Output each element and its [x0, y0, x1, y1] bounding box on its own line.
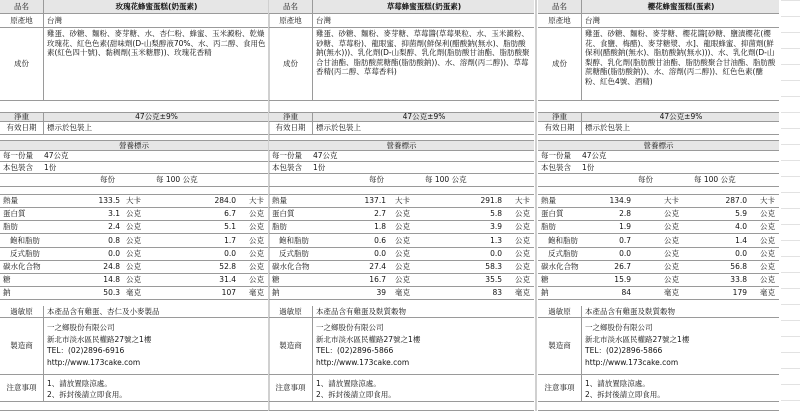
product-name-row-label: 品名: [269, 0, 313, 13]
manufacturer-line: 一之鄉股份有限公司: [316, 323, 384, 332]
expiry-cell[interactable]: 標示於包裝上: [585, 123, 630, 133]
nutrient-unit: 公克: [395, 275, 410, 285]
empty-row[interactable]: [269, 402, 534, 411]
serving-size-label: 每一份量: [3, 151, 33, 161]
nutrient-per-100g[interactable]: 5.1: [224, 222, 236, 232]
origin-row-label: 原產地: [538, 14, 582, 27]
manufacturer-cell[interactable]: [45, 318, 268, 374]
net-weight-cell[interactable]: 47公克±9%: [135, 113, 178, 122]
serving-size-value[interactable]: 47公克: [313, 151, 338, 161]
nutrient-unit: 公克: [515, 275, 530, 285]
product-name-cell[interactable]: 玫瑰花蜂蜜蛋糕(奶蛋素): [115, 1, 198, 11]
nutrient-name: 碳水化合物: [272, 262, 310, 272]
nutrient-unit: 公克: [760, 249, 775, 259]
nutrient-per-serving[interactable]: 2.7: [374, 209, 386, 219]
nutrient-per-serving[interactable]: 133.5: [98, 196, 120, 206]
notes-row-label: 注意事項: [269, 375, 313, 401]
notes-cell[interactable]: [314, 375, 534, 401]
expiry-row[interactable]: [538, 122, 779, 135]
nutrient-row[interactable]: [269, 287, 534, 300]
nutrient-row[interactable]: [0, 261, 268, 274]
allergen-row-label: 過敏原: [0, 306, 44, 317]
manufacturer-row-label: 製造商: [0, 318, 44, 374]
nutrient-row[interactable]: [538, 248, 779, 261]
notes-line: 1、請放置陰涼處。: [47, 379, 112, 388]
ingredients-cell[interactable]: 雞蛋、砂糖、麵粉、麥芽糖、櫻花醬[砂糖、鹽漬櫻花(櫻花、食鹽、梅醋)、麥芽糖漿、水]、龍眼蜂蜜、抑菌劑(鮮保利(醋酸鈉(無水)、脂肪酸鈉(無水)))、水、乳化劑(D-山梨醇、乳化劑(脂肪酸甘油酯、脂肪酸聚合甘油酯、脂肪酸蔗糖酯(脂肪酸鈉))、水、溶劑(丙二醇))、紅色色素(醣粉、紅色4號、酒精): [585, 29, 776, 86]
empty-row[interactable]: [0, 101, 268, 113]
nutrient-row[interactable]: [269, 208, 534, 221]
nutrient-name: 碳水化合物: [541, 262, 579, 272]
nutrient-per-100g[interactable]: 5.9: [735, 209, 747, 219]
nutrition-title-row[interactable]: [269, 141, 534, 151]
nutrient-unit: 公克: [126, 262, 141, 272]
servings-value[interactable]: 1份: [582, 162, 595, 172]
nutrient-unit: 公克: [515, 222, 530, 232]
manufacturer-line: 一之鄉股份有限公司: [585, 323, 653, 332]
nutrient-unit: 公克: [126, 222, 141, 232]
per-serving-header: 每份: [638, 175, 653, 185]
nutrient-unit: 公克: [395, 236, 410, 246]
nutrition-title-row[interactable]: [538, 141, 779, 151]
nutrient-unit: 毫克: [395, 288, 410, 298]
nutrient-per-100g[interactable]: 1.7: [224, 236, 236, 246]
nutrient-unit: 公克: [664, 236, 679, 246]
ingredients-cell[interactable]: 雞蛋、砂糖、麵粉、麥芽糖、水、杏仁粉、蜂蜜、玉米澱粉、乾燥玫瑰花、紅色色素(甜味劑(D-山梨醇液70%、水、丙二醇、食用色素(紅色四十號)、黏稠劑(玉米糖膠))、玫瑰花香精: [47, 29, 266, 58]
nutrient-name: 鈉: [3, 288, 11, 298]
nutrient-name: 糖: [3, 275, 11, 285]
nutrient-per-100g[interactable]: 0.0: [735, 249, 747, 259]
nutrient-unit: 公克: [760, 275, 775, 285]
expiry-row-label: 有效日期: [269, 122, 313, 134]
empty-grid-area: [781, 0, 800, 411]
manufacturer-line: 新北市淡水區民權路27號之1樓: [585, 334, 690, 344]
nutrient-per-100g[interactable]: 179: [732, 288, 747, 298]
nutrient-name: 蛋白質: [272, 209, 295, 219]
nutrient-unit: 大卡: [664, 196, 679, 206]
nutrition-title[interactable]: 營養標示: [119, 141, 149, 150]
allergen-row-label: 過敏原: [269, 306, 313, 317]
nutrient-per-100g[interactable]: 287.0: [725, 196, 747, 206]
product-column: [269, 0, 534, 411]
serving-size-value[interactable]: 47公克: [582, 151, 607, 161]
nutrient-per-100g[interactable]: 0.0: [490, 249, 502, 259]
nutrient-name: 熱量: [272, 196, 287, 206]
manufacturer-line: http://www.173cake.com: [585, 357, 679, 367]
nutrient-unit: 大卡: [395, 196, 410, 206]
nutrient-per-serving[interactable]: 2.4: [108, 222, 120, 232]
nutrient-per-100g[interactable]: 107: [221, 288, 236, 298]
nutrient-row[interactable]: [0, 221, 268, 234]
nutrient-row[interactable]: [538, 221, 779, 234]
serving-size-row[interactable]: [538, 151, 779, 162]
nutrient-unit: 公克: [395, 249, 410, 259]
notes-row[interactable]: [269, 375, 534, 402]
nutrient-per-100g[interactable]: 5.8: [490, 209, 502, 219]
nutrition-title[interactable]: 營養標示: [643, 141, 674, 150]
nutrient-per-serving[interactable]: 0.7: [619, 236, 631, 246]
nutrient-name: 脂肪: [541, 222, 556, 232]
nutrient-name: 飽和脂肪: [548, 236, 578, 246]
manufacturer-cell[interactable]: [314, 318, 534, 374]
empty-row[interactable]: [0, 402, 268, 411]
nutrient-name: 糖: [272, 275, 280, 285]
serving-size-label: 每一份量: [272, 151, 302, 161]
nutrient-name: 碳水化合物: [3, 262, 41, 272]
nutrient-unit: 公克: [249, 236, 264, 246]
net-weight-cell[interactable]: 47公克±9%: [659, 113, 703, 122]
nutrient-unit: 公克: [760, 222, 775, 232]
manufacturer-cell[interactable]: [583, 318, 779, 374]
nutrient-name: 鈉: [272, 288, 280, 298]
nutrient-per-serving[interactable]: 26.7: [614, 262, 631, 272]
per-serving-header: 每份: [369, 175, 384, 185]
servings-label: 本包裝含: [3, 162, 33, 172]
product-name-cell[interactable]: 草莓蜂蜜蛋糕(奶蛋素): [386, 1, 462, 11]
nutrient-per-100g[interactable]: 3.9: [490, 222, 502, 232]
nutrient-row[interactable]: [538, 274, 779, 287]
nutrient-per-serving[interactable]: 137.1: [364, 196, 386, 206]
nutrient-name: 飽和脂肪: [10, 236, 40, 246]
nutrient-unit: 公克: [515, 262, 530, 272]
allergen-cell[interactable]: 本產品含有雞蛋及麩質穀物: [585, 306, 675, 316]
nutrient-per-100g[interactable]: 6.7: [224, 209, 236, 219]
notes-row[interactable]: [0, 375, 268, 402]
servings-row[interactable]: [0, 162, 268, 174]
origin-cell[interactable]: 台灣: [316, 15, 331, 25]
nutrient-name: 熱量: [3, 196, 18, 206]
net-weight-row[interactable]: [0, 113, 268, 122]
expiry-cell[interactable]: 標示於包裝上: [316, 123, 361, 133]
allergen-row[interactable]: [0, 306, 268, 318]
nutrient-unit: 公克: [249, 262, 264, 272]
nutrient-per-100g[interactable]: 83: [492, 288, 502, 298]
serving-size-label: 每一份量: [541, 151, 571, 161]
nutrient-per-serving[interactable]: 39: [376, 288, 386, 298]
nutrient-unit: 公克: [664, 222, 679, 232]
nutrient-per-serving[interactable]: 0.8: [108, 236, 120, 246]
nutrient-unit: 公克: [126, 236, 141, 246]
origin-row[interactable]: [0, 14, 268, 28]
nutrient-name: 鈉: [541, 288, 549, 298]
nutrient-per-100g[interactable]: 31.4: [219, 275, 236, 285]
nutrient-header-row[interactable]: [538, 174, 779, 187]
nutrient-unit: 毫克: [249, 288, 264, 298]
product-name-row-label: 品名: [538, 0, 582, 13]
nutrient-unit: 大卡: [515, 196, 530, 206]
origin-cell[interactable]: 台灣: [585, 15, 600, 25]
nutrient-per-serving[interactable]: 0.0: [108, 249, 120, 259]
nutrient-header-row[interactable]: [269, 174, 534, 187]
ingredients-cell[interactable]: 雞蛋、砂糖、麵粉、麥芽糖、草莓醬(草莓果粒、水、玉米澱粉、砂糖、草莓粉)、龍眼蜜、抑菌劑(鮮保利(醋酸鈉(無水)、脂肪酸鈉(無水)))、乳化劑(D-山梨醇、乳化劑(脂肪酸甘油酯、脂肪酸聚合甘油酯、脂肪酸蔗糖酯(脂肪酸鈉))、水、溶劑(丙二醇))、草莓香精(丙二醇、草莓香料): [316, 29, 530, 77]
notes-line: 1、請放置陰涼處。: [316, 379, 381, 388]
servings-label: 本包裝含: [272, 162, 302, 172]
nutrient-unit: 公克: [515, 249, 530, 259]
nutrient-row[interactable]: [538, 235, 779, 248]
nutrient-unit: 公克: [126, 209, 141, 219]
nutrient-row[interactable]: [269, 235, 534, 248]
product-name-cell[interactable]: 櫻花蜂蜜蛋糕(蛋素): [647, 1, 715, 11]
nutrient-per-serving[interactable]: 1.8: [374, 222, 386, 232]
nutrient-per-serving[interactable]: 27.4: [369, 262, 386, 272]
nutrient-per-100g[interactable]: 58.3: [485, 262, 502, 272]
nutrient-unit: 公克: [249, 222, 264, 232]
servings-row[interactable]: [538, 162, 779, 174]
nutrient-unit: 公克: [515, 209, 530, 219]
notes-line: 1、請放置陰涼處。: [585, 379, 650, 388]
nutrient-unit: 大卡: [126, 196, 141, 206]
serving-size-value[interactable]: 47公克: [44, 151, 69, 161]
ingredients-row-label: 成份: [538, 28, 582, 100]
nutrient-row[interactable]: [269, 274, 534, 287]
nutrient-name: 反式脂肪: [279, 249, 309, 259]
expiry-row-label: 有效日期: [0, 122, 44, 134]
nutrient-unit: 公克: [249, 249, 264, 259]
origin-row[interactable]: [538, 14, 779, 28]
nutrient-per-serving[interactable]: 3.1: [108, 209, 120, 219]
nutrient-name: 蛋白質: [541, 209, 564, 219]
empty-row[interactable]: [538, 101, 779, 113]
notes-cell[interactable]: [583, 375, 779, 401]
nutrient-unit: 公克: [664, 209, 679, 219]
expiry-row[interactable]: [269, 122, 534, 135]
nutrient-unit: 公克: [395, 209, 410, 219]
manufacturer-row-label: 製造商: [538, 318, 582, 374]
nutrient-unit: 公克: [395, 222, 410, 232]
allergen-row[interactable]: [269, 306, 534, 318]
per-100g-header: 每 100 公克: [694, 175, 736, 185]
nutrient-per-100g[interactable]: 35.5: [485, 275, 502, 285]
nutrient-unit: 公克: [395, 262, 410, 272]
manufacturer-line: http://www.173cake.com: [316, 357, 410, 367]
nutrient-unit: 毫克: [760, 288, 775, 298]
servings-value[interactable]: 1份: [313, 162, 326, 172]
net-weight-row-label: 淨重: [269, 113, 313, 121]
notes-line: 2、拆封後請立即食用。: [47, 390, 127, 399]
nutrition-title[interactable]: 營養標示: [386, 141, 417, 150]
nutrient-per-serving[interactable]: 84: [621, 288, 631, 298]
notes-line: 2、拆封後請立即食用。: [585, 390, 665, 399]
nutrient-per-serving[interactable]: 50.3: [103, 288, 120, 298]
manufacturer-line: TEL：(02)2896-5866: [316, 346, 394, 355]
manufacturer-line: TEL：(02)2896-5866: [585, 346, 663, 355]
nutrient-per-100g[interactable]: 0.0: [224, 249, 236, 259]
nutrient-unit: 公克: [126, 275, 141, 285]
nutrient-unit: 毫克: [126, 288, 141, 298]
product-name-row[interactable]: [269, 0, 534, 14]
allergen-row-label: 過敏原: [538, 306, 582, 317]
net-weight-row-label: 淨重: [538, 113, 582, 121]
empty-row[interactable]: [0, 187, 268, 195]
net-weight-row-label: 淨重: [0, 113, 44, 121]
per-100g-header: 每 100 公克: [425, 175, 467, 185]
per-100g-header: 每 100 公克: [156, 175, 198, 185]
manufacturer-line: 新北市淡水區民權路27號之1樓: [47, 334, 152, 344]
ingredients-row[interactable]: [0, 28, 268, 101]
servings-value[interactable]: 1份: [44, 162, 57, 172]
nutrient-row[interactable]: [269, 261, 534, 274]
nutrient-name: 脂肪: [272, 222, 287, 232]
nutrient-name: 反式脂肪: [548, 249, 578, 259]
nutrient-unit: 公克: [515, 236, 530, 246]
manufacturer-line: http://www.173cake.com: [47, 357, 141, 367]
manufacturer-row-label: 製造商: [269, 318, 313, 374]
nutrient-unit: 公克: [126, 249, 141, 259]
nutrient-per-serving[interactable]: 1.9: [619, 222, 631, 232]
nutrient-row[interactable]: [0, 274, 268, 287]
per-serving-header: 每份: [100, 175, 115, 185]
nutrient-row[interactable]: [269, 248, 534, 261]
origin-row[interactable]: [269, 14, 534, 28]
empty-row[interactable]: [269, 187, 534, 195]
nutrient-unit: 大卡: [249, 196, 264, 206]
nutrient-name: 脂肪: [3, 222, 18, 232]
nutrient-row[interactable]: [538, 261, 779, 274]
nutrient-unit: 毫克: [515, 288, 530, 298]
nutrient-per-100g[interactable]: 284.0: [214, 196, 236, 206]
nutrient-unit: 公克: [760, 209, 775, 219]
empty-row[interactable]: [538, 402, 779, 411]
nutrient-per-100g[interactable]: 56.8: [730, 262, 747, 272]
nutrient-per-serving[interactable]: 24.8: [103, 262, 120, 272]
nutrition-title-row[interactable]: [0, 141, 268, 151]
manufacturer-line: TEL：(02)2896-6916: [47, 346, 125, 355]
serving-size-row[interactable]: [0, 151, 268, 162]
nutrient-unit: 公克: [664, 275, 679, 285]
nutrient-per-100g[interactable]: 291.8: [480, 196, 502, 206]
origin-row-label: 原產地: [269, 14, 313, 27]
nutrient-row[interactable]: [0, 248, 268, 261]
nutrient-name: 飽和脂肪: [279, 236, 309, 246]
manufacturer-row[interactable]: [269, 318, 534, 375]
nutrient-name: 熱量: [541, 196, 556, 206]
notes-row[interactable]: [538, 375, 779, 402]
servings-row[interactable]: [269, 162, 534, 174]
nutrient-unit: 大卡: [760, 196, 775, 206]
nutrient-unit: 公克: [664, 262, 679, 272]
manufacturer-line: 一之鄉股份有限公司: [47, 323, 115, 332]
manufacturer-row[interactable]: [0, 318, 268, 375]
expiry-row-label: 有效日期: [538, 122, 582, 134]
nutrient-unit: 公克: [664, 249, 679, 259]
allergen-row[interactable]: [538, 306, 779, 318]
ingredients-row[interactable]: [538, 28, 779, 101]
serving-size-row[interactable]: [269, 151, 534, 162]
nutrient-per-serving[interactable]: 0.6: [374, 236, 386, 246]
nutrient-per-100g[interactable]: 52.8: [219, 262, 236, 272]
nutrient-per-serving[interactable]: 0.0: [619, 249, 631, 259]
ingredients-row-label: 成份: [269, 28, 313, 100]
notes-line: 2、拆封後請立即食用。: [316, 390, 396, 399]
expiry-cell[interactable]: 標示於包裝上: [47, 123, 92, 133]
nutrient-per-100g[interactable]: 33.8: [730, 275, 747, 285]
nutrient-name: 糖: [541, 275, 549, 285]
net-weight-cell[interactable]: 47公克±9%: [402, 113, 446, 122]
empty-row[interactable]: [269, 101, 534, 113]
notes-cell[interactable]: [45, 375, 268, 401]
nutrient-row[interactable]: [0, 195, 268, 208]
column-separator: [535, 0, 537, 411]
nutrient-unit: 公克: [249, 209, 264, 219]
empty-row[interactable]: [538, 187, 779, 195]
nutrient-row[interactable]: [538, 195, 779, 208]
allergen-cell[interactable]: 本產品含有雞蛋、杏仁及小麥製品: [47, 306, 160, 316]
expiry-row[interactable]: [0, 122, 268, 135]
nutrient-name: 蛋白質: [3, 209, 26, 219]
ingredients-row[interactable]: [269, 28, 534, 101]
nutrient-unit: 毫克: [664, 288, 679, 298]
product-name-row[interactable]: [538, 0, 779, 14]
nutrient-per-serving[interactable]: 16.7: [369, 275, 386, 285]
manufacturer-line: 新北市淡水區民權路27號之1樓: [316, 334, 421, 344]
nutrient-row[interactable]: [538, 208, 779, 221]
nutrient-row[interactable]: [0, 287, 268, 300]
nutrient-row[interactable]: [269, 195, 534, 208]
product-name-row-label: 品名: [0, 0, 44, 13]
origin-row-label: 原產地: [0, 14, 44, 27]
product-name-row[interactable]: [0, 0, 268, 14]
nutrient-per-100g[interactable]: 4.0: [735, 222, 747, 232]
nutrient-per-serving[interactable]: 15.9: [614, 275, 631, 285]
nutrient-unit: 公克: [760, 262, 775, 272]
nutrient-row[interactable]: [0, 235, 268, 248]
nutrient-unit: 公克: [249, 275, 264, 285]
nutrient-per-serving[interactable]: 0.0: [374, 249, 386, 259]
ingredients-row-label: 成份: [0, 28, 44, 100]
nutrient-row[interactable]: [269, 221, 534, 234]
nutrient-row[interactable]: [538, 287, 779, 300]
nutrient-per-serving[interactable]: 2.8: [619, 209, 631, 219]
nutrient-per-serving[interactable]: 134.9: [609, 196, 631, 206]
nutrient-per-100g[interactable]: 1.3: [490, 236, 502, 246]
product-column: [0, 0, 268, 411]
nutrient-row[interactable]: [0, 208, 268, 221]
net-weight-row[interactable]: [538, 113, 779, 122]
allergen-cell[interactable]: 本產品含有雞蛋及麩質穀物: [316, 306, 406, 316]
manufacturer-row[interactable]: [538, 318, 779, 375]
product-column: [538, 0, 779, 411]
nutrient-per-serving[interactable]: 14.8: [103, 275, 120, 285]
net-weight-row[interactable]: [269, 113, 534, 122]
origin-cell[interactable]: 台灣: [47, 15, 62, 25]
nutrient-per-100g[interactable]: 1.4: [735, 236, 747, 246]
notes-row-label: 注意事項: [0, 375, 44, 401]
notes-row-label: 注意事項: [538, 375, 582, 401]
nutrient-unit: 公克: [760, 236, 775, 246]
nutrient-header-row[interactable]: [0, 174, 268, 187]
nutrient-name: 反式脂肪: [10, 249, 40, 259]
servings-label: 本包裝含: [541, 162, 571, 172]
